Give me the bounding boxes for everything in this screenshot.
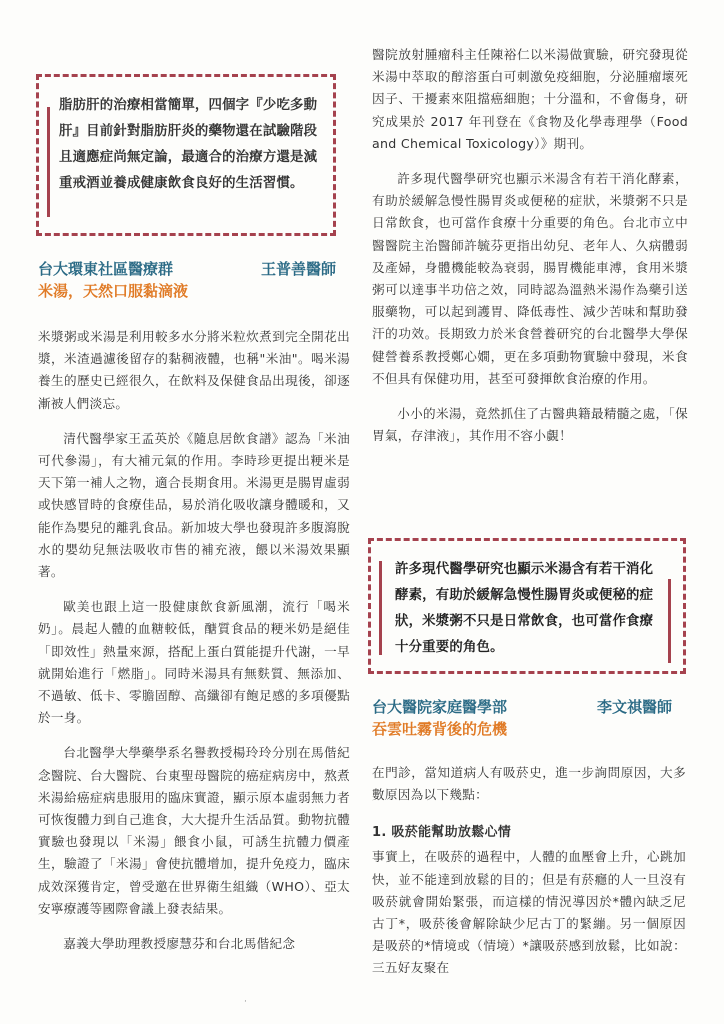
right-body-top <box>372 44 688 460</box>
left-paragraph-4: 台北醫學大學藥學系名譽教授楊玲玲分別在馬偕紀念醫院、台大醫院、台東聖母醫院的癌症病房中，熬煮米湯給癌症病患服用的臨床實證，顯示原本虛弱無力者可恢復體力到自己進食，大大提升生活品質。動物抗體實驗也發現以「米湯」餵食小鼠，可誘生抗體力價產生，驗證了「米湯」會使抗體增加，提升免疫力，臨床成效深獲肯定，曾受邀在世界衛生組織（WHO）、亞太安寧療護等國際會議上發表結果。 <box>38 745 350 916</box>
right-body-bottom <box>372 762 686 993</box>
left-paragraph-1: 米漿粥或米湯是利用較多水分將米粒炊煮到完全開花出漿，米渣過濾後留存的黏稠液體，也稱"米油"。喝米湯養生的歷史已經很久，在飲料及保健食品出現後，卻逐漸被人們淡忘。 <box>38 329 350 411</box>
right-section-subtitle: 吞雲吐霧背後的危機 <box>372 720 508 738</box>
right-intro: 在門診，當知道病人有吸菸史，進一步詢問原因，大多數原因為以下幾點： <box>372 765 686 803</box>
right-paragraph-3: 小小的米湯，竟然抓住了古醫典籍最精髓之處，「保胃氣，存津液」，其作用不容小覷！ <box>372 406 688 444</box>
right-paragraph-1: 醫院放射腫瘤科主任陳裕仁以米湯做實驗，研究發現從米湯中萃取的醇溶蛋白可刺激免疫細胞，分泌腫瘤壞死因子、干擾素來阻擋癌細胞；十分溫和，不會傷身，研究成果於 2017 年刊登在《食物及化學毒理學（Food and Chemical Toxicology）》期刊。 <box>372 47 688 151</box>
right-callout-box <box>368 538 686 674</box>
right-last-paragraph: 事實上，在吸菸的過程中，人體的血壓會上升，心跳加快，並不能達到放鬆的目的；但是有菸癮的人一旦沒有吸菸就會開始緊張，而這樣的情況導因於*體內缺乏尼古丁*，吸菸後會解除缺少尼古丁的緊繃。另一個原因是吸菸的*情境或（情境）*讓吸菸感到放鬆，比如說：三五好友聚在 <box>372 849 686 976</box>
footer-mark: · <box>244 997 247 1007</box>
left-paragraph-2: 清代醫學家王孟英於《隨息居飲食譜》認為「米油可代參湯」，有大補元氣的作用。李時珍更提出粳米是天下第一補人之物，適合長期食用。米湯更是腸胃虛弱或快感冒時的食療佳品，易於消化吸收讓身體暖和，又能作為嬰兒的離乳食品。新加坡大學也發現許多腹瀉脫水的嬰幼兒無法吸收市售的補充液，餵以米湯效果顯著。 <box>38 430 350 580</box>
right-paragraph-2: 許多現代醫學研究也顯示米湯含有若干消化酵素，有助於緩解急慢性腸胃炎或便秘的症狀，米漿粥不只是日常飲食，也可當作食療十分重要的角色。台北市立中醫醫院主治醫師許毓芬更指出幼兒、老年人、久病體弱及產婦，身體機能較為衰弱，腸胃機能車溥，食用米漿粥可以達事半功倍之效，同時認為溫熱米湯作為藥引送服藥物，可以起到護胃、降低毒性、減少苦味和幫助發汗的功效。長期致力於米食營養研究的台北醫學大學保健營養系教授鄭心嫺，更在多項動物實驗中發現，米食不但具有保健功用，甚至可發揮飲食治療的作用。 <box>372 171 688 386</box>
left-section-author: 王普善醫師 <box>260 260 336 278</box>
left-section-header <box>38 258 336 302</box>
left-section-org: 台大環東社區醫療群 <box>38 260 174 278</box>
left-section-subtitle: 米湯，天然口服黏滴液 <box>38 282 189 300</box>
right-section-org: 台大醫院家庭醫學部 <box>372 698 508 716</box>
right-callout-text: 許多現代醫學研究也顯示米湯含有若干消化酵素，有助於緩解急慢性腸胃炎或便秘的症狀，米漿粥不只是日常飲食，也可當作食療十分重要的角色。 <box>395 562 654 655</box>
left-paragraph-5: 嘉義大學助理教授廖慧芬和台北馬偕紀念 <box>63 936 296 952</box>
callout-accent-bar-left <box>379 561 382 655</box>
right-section-author: 李文祺醫師 <box>596 698 672 716</box>
left-paragraph-3: 歐美也跟上這一股健康飲食新風潮，流行「喝米奶」。晨起人體的血糖較低，醣質食品的粳米奶是絕佳「即效性」熱量來源，搭配上蛋白質能提升代謝，一早就開始進行「燃脂」。同時米湯具有無麩質、無添加、不過敏、低卡、零膽固醇、高纖卻有飽足感的多項優點於一身。 <box>38 599 350 726</box>
callout-accent-bar-right <box>668 579 671 663</box>
right-section-header <box>372 696 672 740</box>
callout-accent-bar <box>47 107 50 217</box>
right-subheading: 1. 吸菸能幫助放鬆心情 <box>372 825 512 841</box>
left-body <box>38 326 350 968</box>
left-callout-box <box>36 74 336 236</box>
left-callout-text: 脂肪肝的治療相當簡單，四個字『少吃多動肝』目前針對脂肪肝炎的藥物還在試驗階段且適應症尚無定論，最適合的治療方還是減重戒酒並養成健康飲食良好的生活習慣。 <box>59 98 318 191</box>
